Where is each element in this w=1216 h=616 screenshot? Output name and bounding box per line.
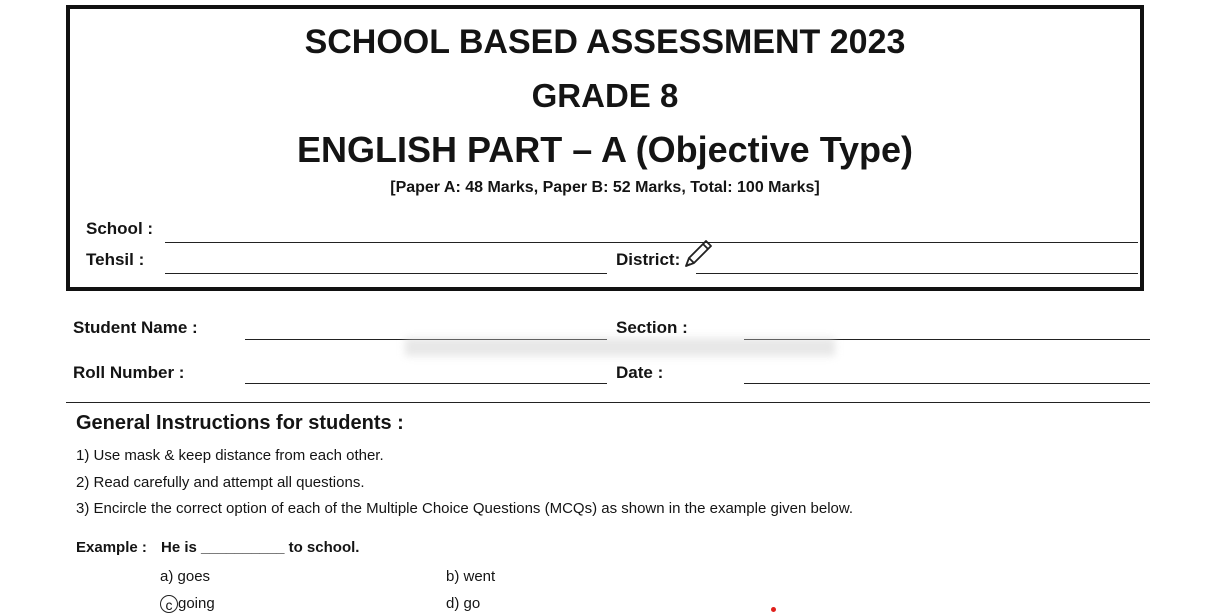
section-label: Section : xyxy=(616,318,688,337)
instruction-item: 1) Use mask & keep distance from each other. xyxy=(76,447,384,464)
date-field[interactable] xyxy=(744,383,1150,384)
instruction-item: 2) Read carefully and attempt all questions. xyxy=(76,474,365,491)
roll-number-label: Roll Number : xyxy=(73,363,185,382)
tehsil-label: Tehsil : xyxy=(86,250,145,269)
student-name-label: Student Name : xyxy=(73,318,198,337)
example-label: Example : xyxy=(76,539,147,556)
option-c-text: going xyxy=(178,595,215,612)
option-a: a) goes xyxy=(160,568,211,585)
assessment-title: SCHOOL BASED ASSESSMENT 2023 xyxy=(304,23,906,61)
red-dot xyxy=(771,607,776,612)
grade-title: GRADE 8 xyxy=(531,77,679,114)
header-box xyxy=(66,5,1144,291)
option-d: d) go xyxy=(446,595,481,612)
instructions-heading: General Instructions for students : xyxy=(76,412,404,434)
subject-title: ENGLISH PART – A (Objective Type) xyxy=(296,129,914,170)
watermark-blur xyxy=(405,338,835,356)
roll-number-field[interactable] xyxy=(245,383,607,384)
district-label: District: xyxy=(616,250,681,269)
example-question: He is __________ to school. xyxy=(161,539,360,556)
marks-info: [Paper A: 48 Marks, Paper B: 52 Marks, Total: 100 Marks] xyxy=(390,179,820,196)
instruction-item: 3) Encircle the correct option of each of the Multiple Choice Questions (MCQs) as shown in the example given below. xyxy=(76,500,854,517)
date-label: Date : xyxy=(616,363,664,382)
option-c xyxy=(160,595,215,613)
district-field[interactable] xyxy=(696,273,1138,274)
circled-option-letter: c xyxy=(160,595,178,613)
section-divider xyxy=(66,402,1150,403)
school-field[interactable] xyxy=(165,242,1138,243)
pencil-icon xyxy=(678,234,718,274)
option-b: b) went xyxy=(446,568,496,585)
school-label: School : xyxy=(86,219,154,238)
tehsil-field[interactable] xyxy=(165,273,607,274)
